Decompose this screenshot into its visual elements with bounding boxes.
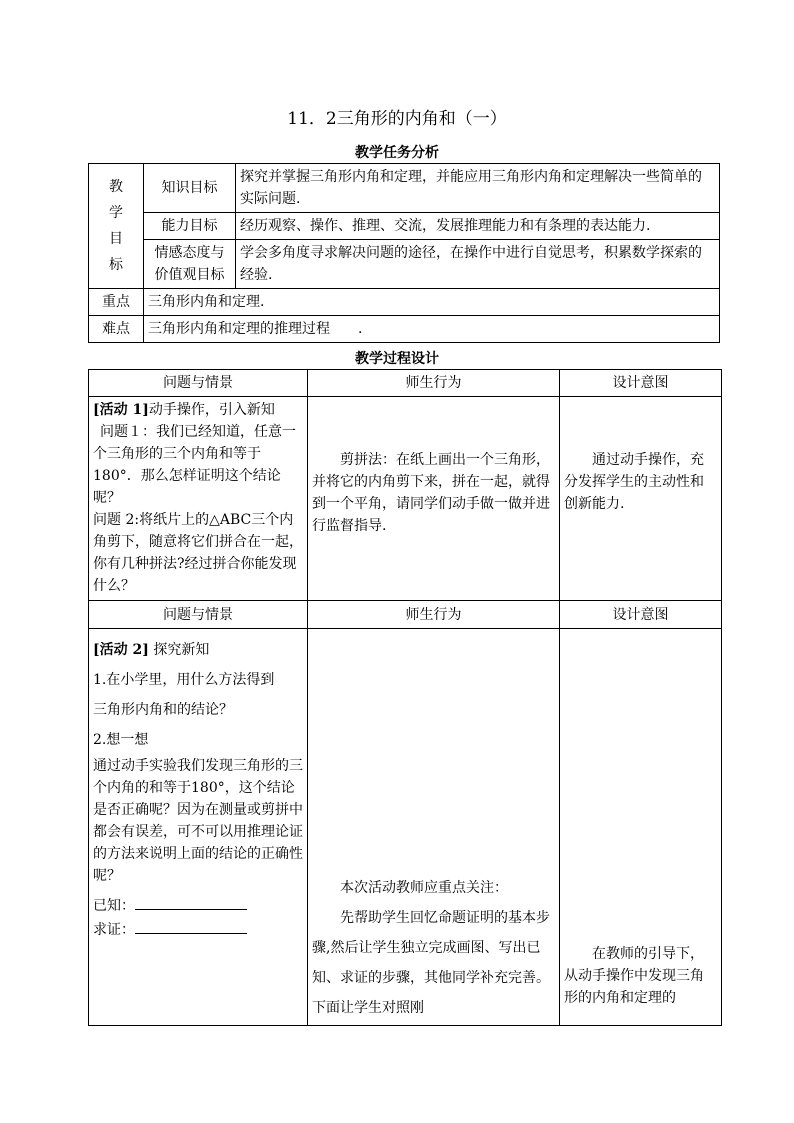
activity2-behavior-cell bbox=[308, 629, 560, 1026]
header-question: 问题与情景 bbox=[89, 601, 308, 629]
activity2-tag: [活动 2] bbox=[93, 642, 149, 658]
knowledge-goal-content: 探究并掌握三角形内角和定理，并能应用三角形内角和定理解决一些简单的实际问题. bbox=[236, 164, 720, 213]
goals-char: 目 bbox=[109, 231, 123, 247]
attitude-goal-label-line2: 价值观目标 bbox=[154, 267, 225, 283]
section-heading-task-analysis: 教学任务分析 bbox=[355, 145, 439, 161]
known-label: 已知： bbox=[93, 898, 135, 914]
ability-goal-label: 能力目标 bbox=[144, 213, 236, 240]
activity2-intent: 在教师的引导下，从动手操作中发现三角形的内角和定理的 bbox=[564, 946, 704, 1006]
activity1-question-cell bbox=[89, 397, 308, 601]
activity1-tag: [活动 1] bbox=[93, 402, 149, 418]
activity2-behavior-title: 本次活动教师应重点关注： bbox=[340, 880, 508, 896]
goals-group-label bbox=[89, 164, 144, 289]
difficulty-label: 难点 bbox=[89, 316, 144, 343]
section-heading-process-design: 教学过程设计 bbox=[355, 351, 439, 367]
page-title: 11．2三角形的内角和（一） bbox=[287, 109, 507, 129]
difficulty-content: 三角形内角和定理的推理过程 . bbox=[144, 316, 720, 343]
activity1-question2: 问题 2:将纸片上的△ABC三个内角剪下，随意将它们拼合在一起，你有几种拼法?经过拼合你能发现什么？ bbox=[93, 512, 303, 594]
header-intent: 设计意图 bbox=[560, 370, 722, 397]
activity2-item1: 1.在小学里，用什么方法得到 bbox=[93, 672, 275, 688]
activity1-title: 动手操作，引入新知 bbox=[148, 402, 275, 418]
activity1-behavior: 剪拼法：在纸上画出一个三角形，并将它的内角剪下来，拼在一起，就得到一个平角，请同学们动手做一做并进行监督指导. bbox=[312, 452, 550, 534]
process-design-table bbox=[88, 369, 722, 1026]
header-behavior: 师生行为 bbox=[308, 601, 560, 629]
activity2-item2-text: 通过动手实验我们发现三角形的三个内角的和等于180°，这个结论是否正确呢？因为在测量或剪拼中都会有误差，可不可以用推理论证的方法来说明上面的结论的正确性呢？ bbox=[93, 758, 303, 884]
key-point-label: 重点 bbox=[89, 289, 144, 316]
activity2-item2: 2.想一想 bbox=[93, 732, 149, 748]
activity2-item1-cont: 三角形内角和的结论？ bbox=[93, 702, 233, 718]
ability-goal-content: 经历观察、操作、推理、交流，发展推理能力和有条理的表达能力. bbox=[236, 213, 720, 240]
goals-char: 标 bbox=[109, 257, 123, 273]
activity2-question-cell bbox=[89, 629, 308, 1026]
prove-blank bbox=[135, 917, 247, 934]
activity2-behavior-text: 先帮助学生回忆命题证明的基本步骤,然后让学生独立完成画图、写出已知、求证的步骤，其他同学补充完善。下面让学生对照刚 bbox=[312, 910, 550, 1016]
prove-label: 求证： bbox=[93, 922, 135, 938]
knowledge-goal-label: 知识目标 bbox=[144, 164, 236, 213]
activity1-behavior-cell bbox=[308, 397, 560, 601]
key-point-content: 三角形内角和定理. bbox=[144, 289, 720, 316]
known-blank bbox=[135, 893, 247, 910]
attitude-goal-content: 学会多角度寻求解决问题的途径，在操作中进行自觉思考，积累数学探索的经验. bbox=[236, 240, 720, 289]
goals-char: 学 bbox=[109, 205, 123, 221]
activity1-intent: 通过动手操作，充分发挥学生的主动性和创新能力. bbox=[564, 452, 704, 512]
activity1-intent-cell bbox=[560, 397, 722, 601]
activity2-intent-cell bbox=[560, 629, 722, 1026]
activity2-title: 探究新知 bbox=[153, 642, 210, 658]
header-behavior: 师生行为 bbox=[308, 370, 560, 397]
attitude-goal-label-line1: 情感态度与 bbox=[154, 245, 225, 261]
activity1-question1: 问题１：我们已经知道，任意一个三角形的三个内角和等于180°．那么怎样证明这个结论呢？ bbox=[93, 424, 296, 506]
task-analysis-table bbox=[88, 163, 720, 343]
header-intent: 设计意图 bbox=[560, 601, 722, 629]
header-question: 问题与情景 bbox=[89, 370, 308, 397]
attitude-goal-label bbox=[144, 240, 236, 289]
goals-char: 教 bbox=[109, 179, 123, 195]
